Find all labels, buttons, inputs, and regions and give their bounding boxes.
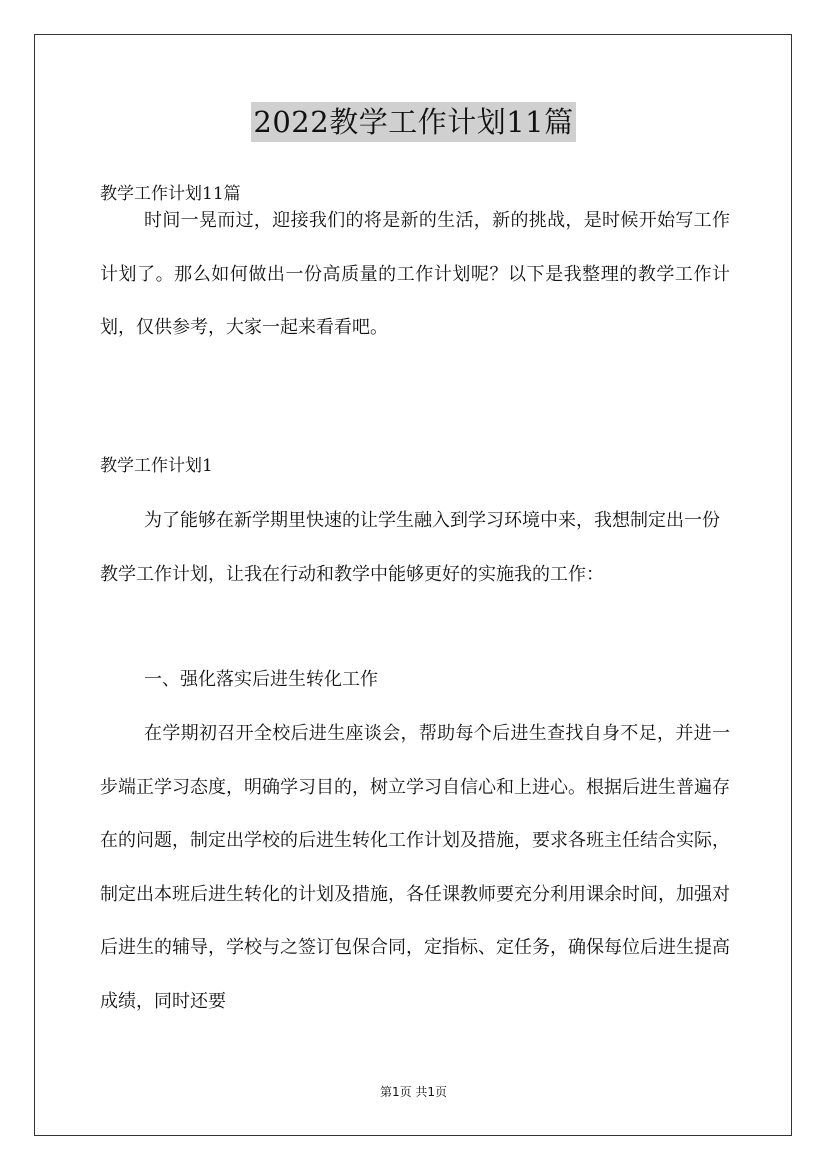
section1-list-item-1: 一、强化落实后进生转化工作 — [144, 669, 378, 690]
section1-paragraph-2: 在学期初召开全校后进生座谈会，帮助每个后进生查找自身不足，并进一步端正学习态度，明确学习目的，树立学习自信心和上进心。根据后进生普遍存在的问题，制定出学校的后进生转化工作计划及措施，要求各班主任结合实际，制定出本班后进生转化的计划及措施，各任课教师要充分利用课余时间，加强对后进生的辅导，学校与之签订包保合同，定指标、定任务，确保每位后进生提高成绩，同时还要 — [100, 723, 730, 1012]
intro-paragraph: 时间一晃而过，迎接我们的将是新的生活，新的挑战，是时候开始写工作计划了。那么如何做出一份高质量的工作计划呢？以下是我整理的教学工作计划，仅供参考，大家一起来看看吧。 — [100, 210, 730, 338]
title-container — [0, 102, 827, 142]
section-heading-1: 教学工作计划1 — [100, 456, 213, 476]
document-subtitle: 教学工作计划11篇 — [100, 184, 241, 204]
page-number-footer: 第1页 共1页 — [379, 1085, 448, 1099]
section1-paragraph-1: 为了能够在新学期里快速的让学生融入到学习环境中来，我想制定出一份教学工作计划，让我在行动和教学中能够更好的实施我的工作： — [100, 510, 720, 585]
document-title: 2022教学工作计划11篇 — [251, 102, 575, 142]
